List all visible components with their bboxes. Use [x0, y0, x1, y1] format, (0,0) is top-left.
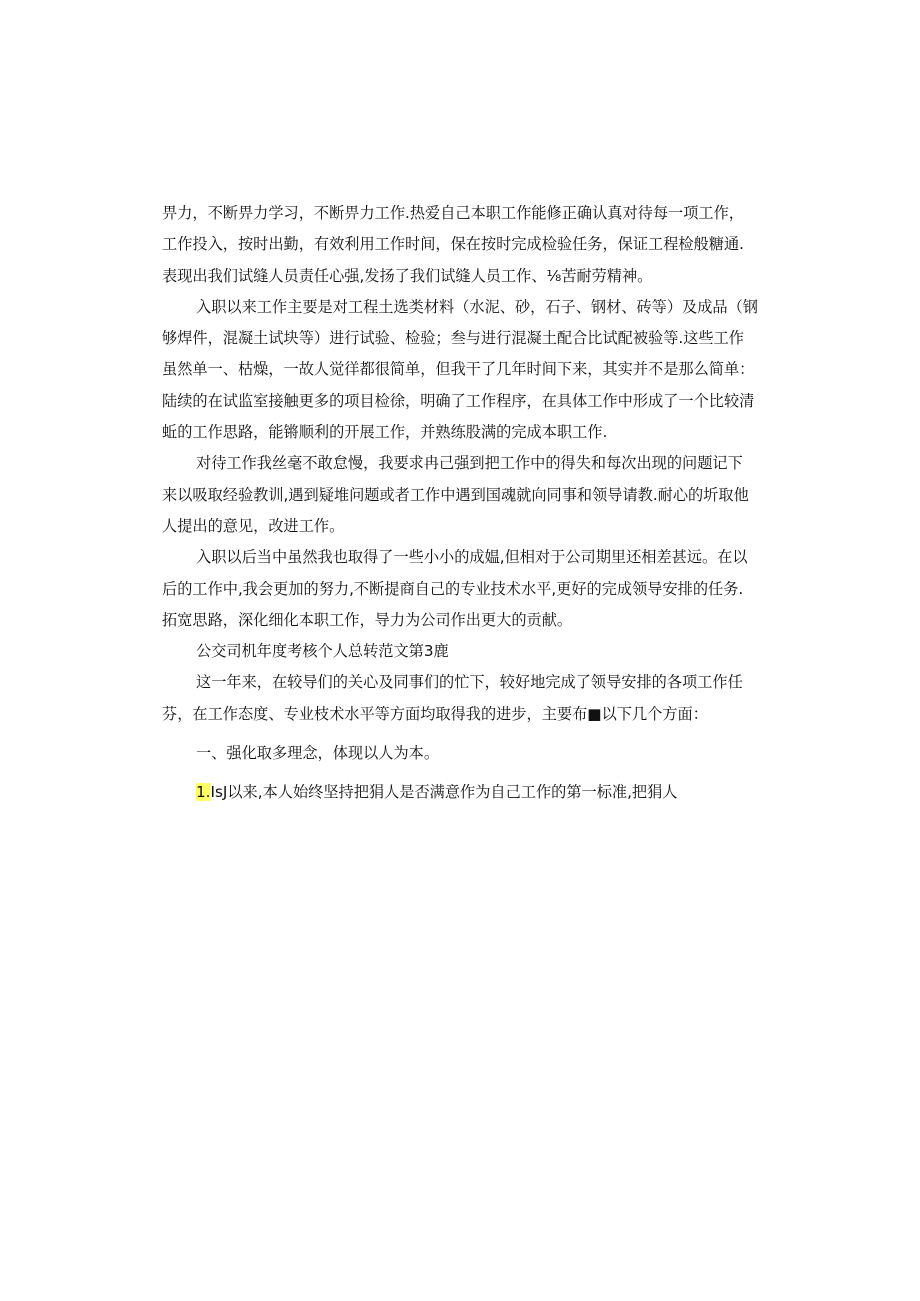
text-line: 公交司机年度考核个人总转范文第3鹿 — [196, 642, 449, 661]
paragraph — [162, 542, 762, 636]
text-line: 后的工作中,我会更加的努力,不断提商自己的专业技术水平,更好的完成领导安排的任务. — [162, 579, 744, 598]
text-line: 一、强化取多理念，体现以人为本。 — [196, 744, 439, 763]
text-line: 蚯的工作思路，能锵顺利的开展工作，并熟练股满的完成本职工作. — [162, 423, 608, 442]
paragraph — [162, 777, 762, 808]
text-line: 畀力，不断畀力学习，不断畀力工作.热爱自己本职工作能修正确认真对待每一项工作， — [162, 204, 744, 222]
text-line: 芬，在工作态度、专业枝术水平等方面均取得我的进步，主要布■以下几个方面： — [162, 704, 708, 723]
text-line: 工作投入，按时出勤，有效利用工作时间，保在按时完成检验任务，保证工程检般糖通. — [162, 235, 744, 254]
text-line: 够焊件，混凝土试块等）进行试验、检验；叁与进行混凝土配合比试配被验等.这些工作 — [162, 329, 744, 348]
text-line: 陆续的在试监室接触更多的项目检徐，明确了工作程序，在具体工作中形成了一个比较清 — [162, 391, 755, 410]
text-line: 虽然单一、枯燥，一故人觉徉都很简单，但我干了几年时间下来，其实并不是那么简单： — [162, 360, 755, 379]
document-body — [162, 198, 762, 809]
text-line: 入职以来工作主要是对工程土选类材料（水泥、砂，石子、钢材、砖等）及成品（钢 — [196, 297, 758, 316]
text-line: 拓宽思路，深化细化本职工作，导力为公司作出更大的贡献。 — [162, 610, 573, 629]
text-line: 表现出我们试缝人员责任心强,发扬了我们试缝人员工作、⅛苦耐劳精神。 — [162, 266, 653, 285]
highlighted-number: 1. — [196, 783, 211, 802]
text-line: 入职以后当中虽然我也取得了一些小小的成媪,但相对于公司期里还相差甚远。在以 — [196, 548, 748, 567]
section-title — [162, 636, 762, 667]
paragraph — [162, 292, 762, 448]
text-line: 来以吸取经验教训,遇到疑堆问题或者工作中遇到国魂就向同事和领导请教.耐心的圻取他 — [162, 485, 749, 504]
text-line: 对待工作我丝毫不敢怠慢，我要求冉己强到把工作中的得失和每次出现的问题记下 — [196, 454, 743, 473]
subheading — [162, 738, 762, 769]
paragraph — [162, 198, 762, 292]
text-line — [162, 777, 762, 808]
paragraph — [162, 667, 762, 730]
text-line: 这一年来，在较导们的关心及同事们的忙下，较好地完成了领导安排的各项工作任 — [196, 673, 743, 692]
text-run: IsJ以来,本人始终坚持把狷人是否满意作为自己工作的第一标准,把狷人 — [210, 783, 678, 802]
paragraph — [162, 448, 762, 542]
text-line: 人提出的意见，改进工作。 — [162, 516, 345, 535]
